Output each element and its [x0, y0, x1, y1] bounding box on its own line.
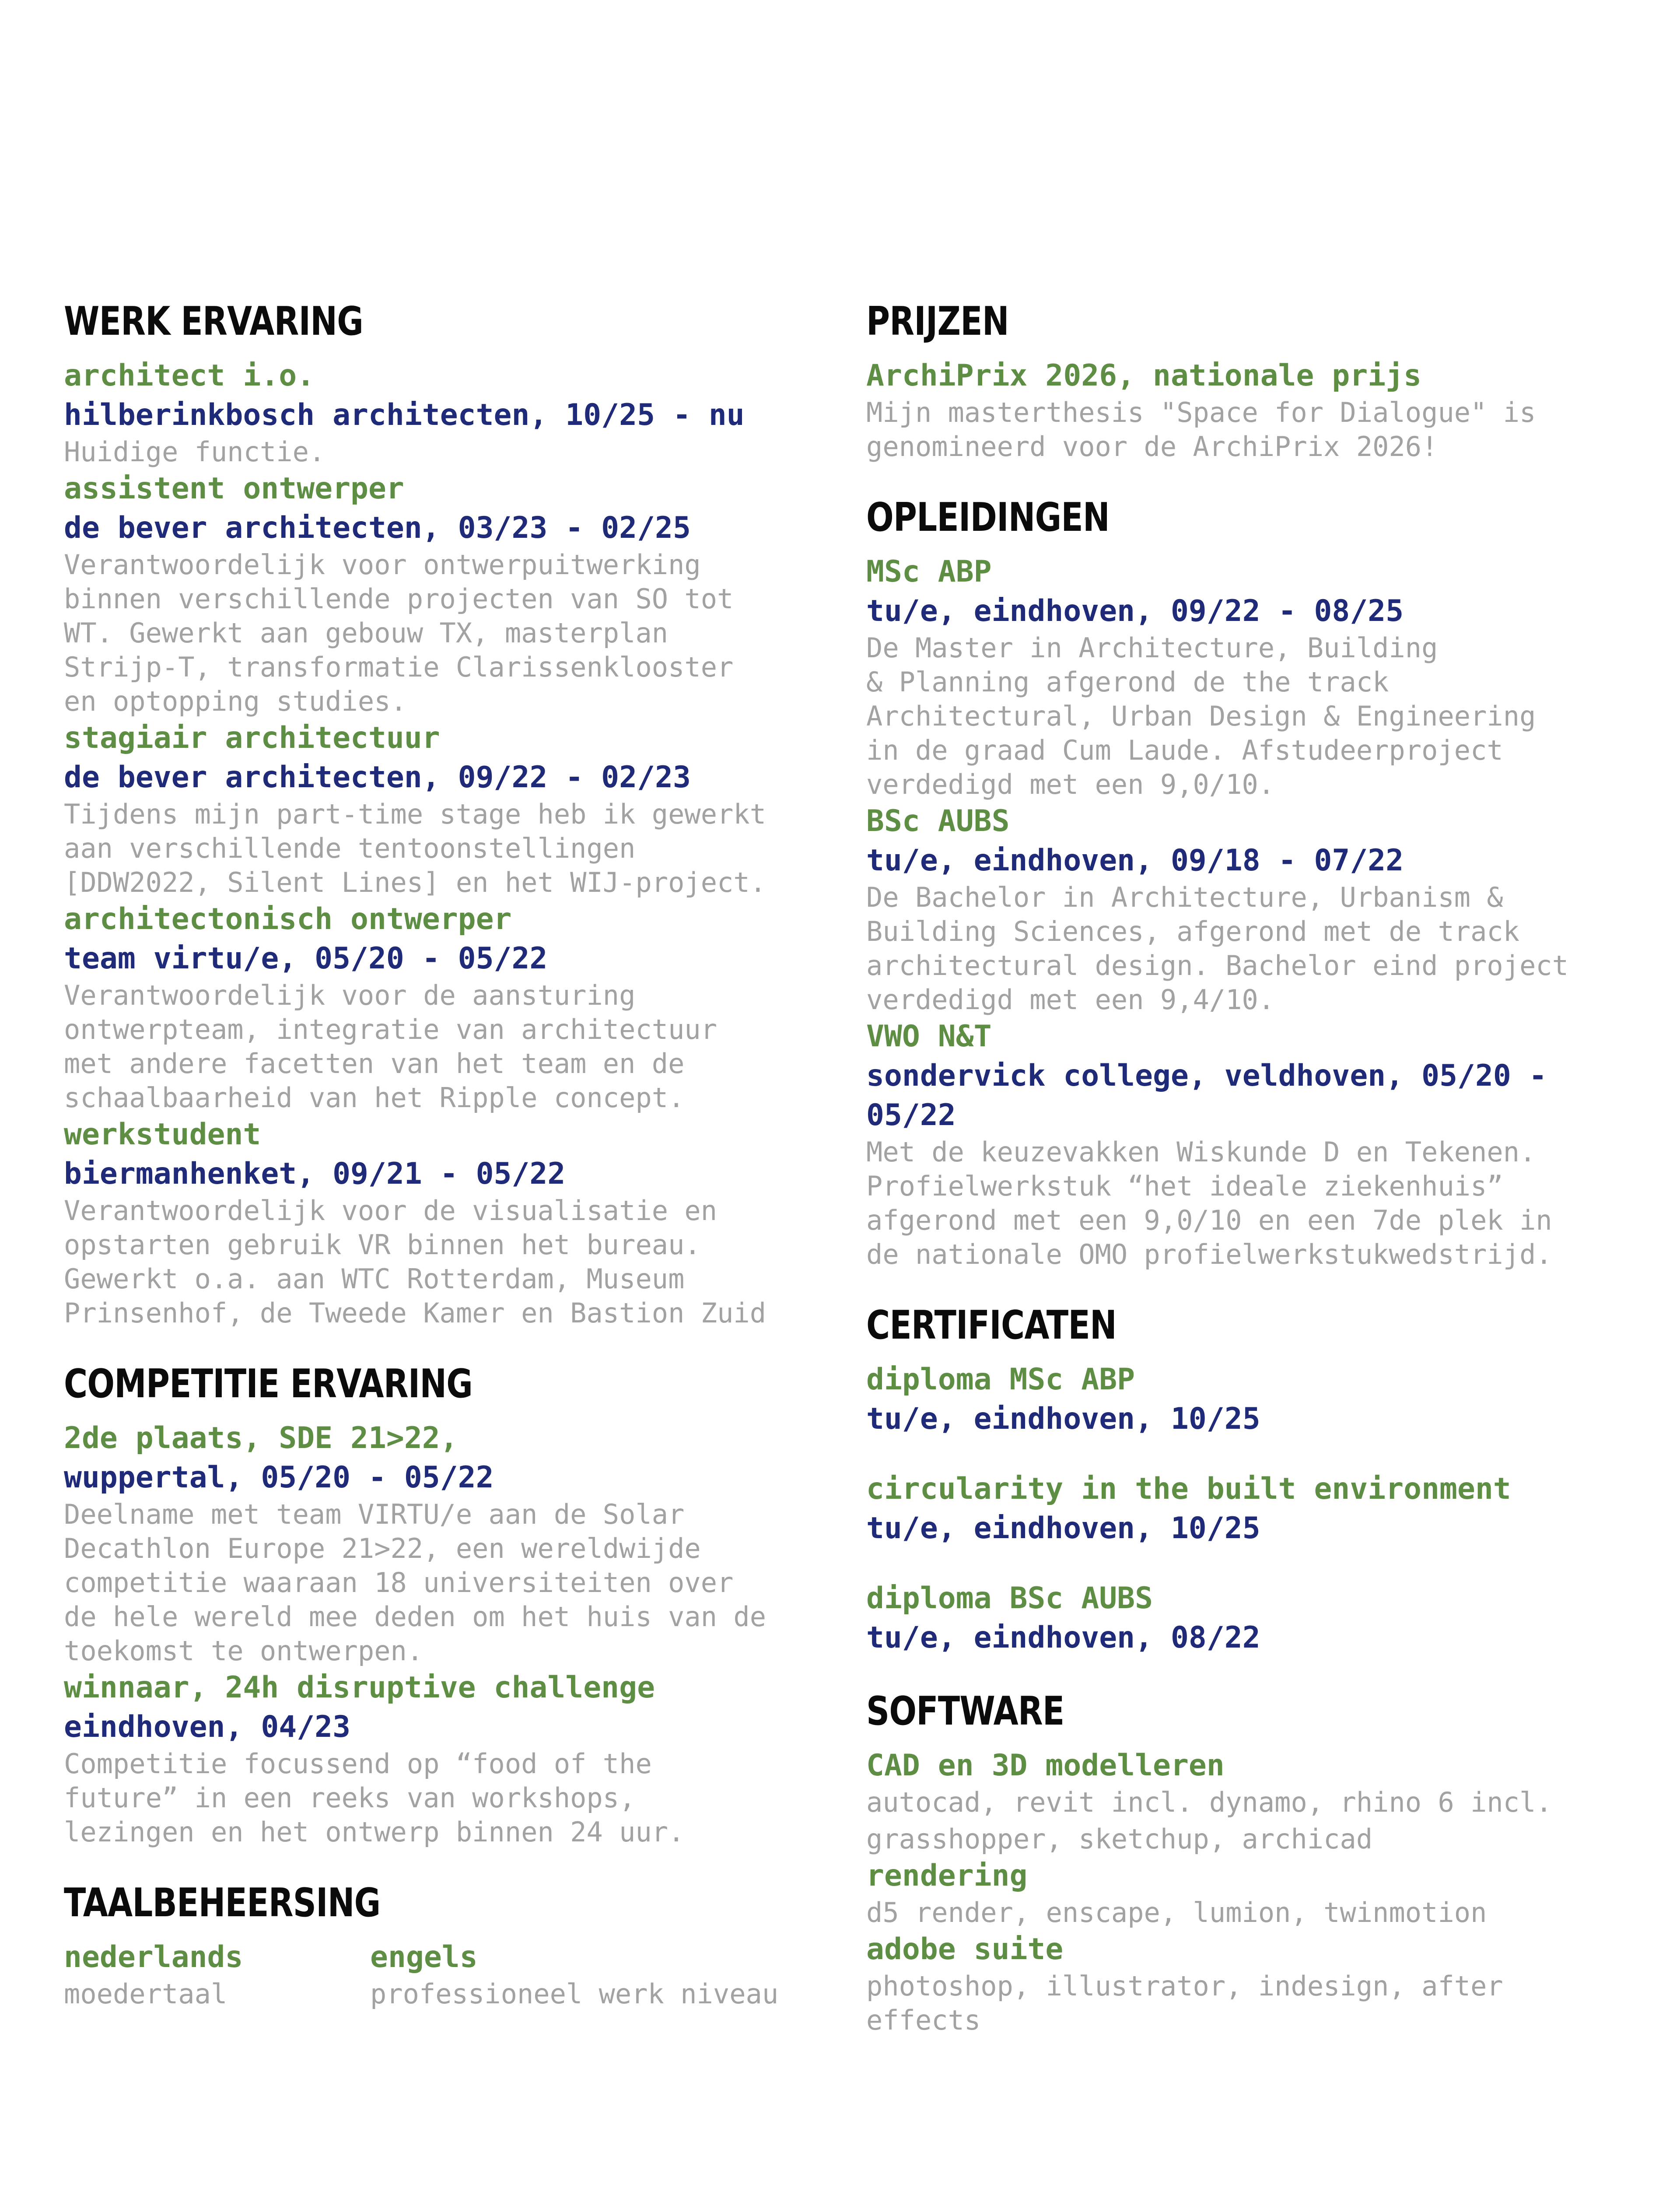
entry-org: tu/e, eindhoven, 09/18 - 07/22 — [866, 843, 1404, 878]
entry-desc-line: architectural design. Bachelor eind project — [866, 950, 1569, 982]
section-werk-ervaring — [64, 298, 834, 1330]
entry-desc-line: schaalbaarheid van het Ripple concept. — [64, 1082, 685, 1114]
entry — [866, 1579, 1619, 1658]
entry-desc-line: Verantwoordelijk voor ontwerpuitwerking — [64, 549, 701, 581]
entry-org: de bever architecten, 09/22 - 02/23 — [64, 760, 691, 795]
entry-org: biermanhenket, 09/21 - 05/22 — [64, 1157, 566, 1191]
section-competitie-ervaring — [64, 1361, 834, 1849]
entry-desc-line: Deelname met team VIRTU/e aan de Solar — [64, 1498, 685, 1530]
section-taalbeheersing — [64, 1880, 834, 2011]
language-name: engels — [370, 1940, 478, 1974]
section-heading: WERK ERVARING — [64, 298, 363, 344]
section-opleidingen — [866, 494, 1619, 1272]
entry-desc-line: [DDW2022, Silent Lines] en het WIJ-project. — [64, 866, 766, 898]
entry-desc-line: toekomst te ontwerpen. — [64, 1635, 424, 1667]
entry — [866, 1930, 1619, 2037]
entry-role: VWO N&T — [866, 1019, 992, 1054]
entry — [64, 1115, 834, 1330]
entry — [866, 1746, 1619, 1856]
section-heading: CERTIFICATEN — [866, 1302, 1116, 1348]
entry — [64, 900, 834, 1115]
right-column — [866, 298, 1619, 2037]
entry-role: werkstudent — [64, 1117, 261, 1152]
entry — [64, 1419, 834, 1668]
entry-org: tu/e, eindhoven, 10/25 — [866, 1511, 1260, 1546]
entry-desc-line: de hele wereld mee deden om het huis van de — [64, 1601, 766, 1633]
entry-role: adobe suite — [866, 1932, 1064, 1967]
entry-role: rendering — [866, 1858, 1028, 1893]
entry-desc-line: Competitie focussend op “food of the — [64, 1748, 652, 1780]
language-name: nederlands — [64, 1940, 243, 1974]
entry — [64, 469, 834, 719]
entry — [866, 1360, 1619, 1439]
entry — [866, 356, 1619, 464]
entry — [866, 802, 1619, 1017]
entry-desc-line: Huidige functie. — [64, 436, 326, 468]
entry — [866, 1856, 1619, 1930]
entry-role: BSc AUBS — [866, 804, 1010, 838]
entry-role: 2de plaats, SDE 21>22, — [64, 1421, 458, 1455]
entry-desc-line: WT. Gewerkt aan gebouw TX, masterplan — [64, 617, 668, 649]
entry-org: eindhoven, 04/23 — [64, 1710, 351, 1744]
entry-desc-line: d5 render, enscape, lumion, twinmotion — [866, 1897, 1487, 1929]
entry-desc-line: genomineerd voor de ArchiPrix 2026! — [866, 431, 1438, 463]
spacer — [866, 1439, 1619, 1469]
entry-desc-line: Architectural, Urban Design & Engineering — [866, 700, 1536, 732]
entry-org: sondervick college, veldhoven, 05/20 - 05/22 — [866, 1059, 1547, 1133]
entry-desc-line: photoshop, illustrator, indesign, after — [866, 1970, 1503, 2002]
entry-desc-line: future” in een reeks van workshops, — [64, 1782, 636, 1814]
entry-org: de bever architecten, 03/23 - 02/25 — [64, 511, 691, 545]
section-heading: COMPETITIE ERVARING — [64, 1361, 473, 1407]
entry-desc-line: effects — [866, 2004, 981, 2036]
section-heading: SOFTWARE — [866, 1688, 1064, 1734]
entry-desc-line: Building Sciences, afgerond met de track — [866, 915, 1520, 947]
entry — [64, 719, 834, 900]
entry-role: assistent ontwerper — [64, 471, 404, 506]
entry — [64, 1668, 834, 1849]
language-list — [64, 1938, 834, 2011]
entry — [866, 1469, 1619, 1548]
left-column — [64, 298, 834, 2011]
section-heading: TAALBEHEERSING — [64, 1880, 381, 1926]
entry-desc-line: aan verschillende tentoonstellingen — [64, 832, 636, 864]
entry-desc-line: Mijn masterthesis "Space for Dialogue" is — [866, 396, 1536, 428]
entry-org: hilberinkbosch architecten, 10/25 - nu — [64, 398, 745, 432]
entry-desc-line: en optopping studies. — [64, 685, 407, 717]
entry-desc-line: Verantwoordelijk voor de visualisatie en — [64, 1195, 718, 1227]
entry-role: stagiair architectuur — [64, 721, 440, 755]
spacer — [866, 1548, 1619, 1579]
language-level: moedertaal — [64, 1978, 228, 2010]
entry-desc-line: Tijdens mijn part-time stage heb ik gewerkt — [64, 798, 766, 830]
entry-role: architectonisch ontwerper — [64, 902, 512, 936]
entry-role: diploma MSc ABP — [866, 1362, 1135, 1397]
entry-desc-line: Prinsenhof, de Tweede Kamer en Bastion Zuid — [64, 1297, 766, 1329]
entry-desc-line: verdedigd met een 9,4/10. — [866, 984, 1275, 1016]
entry-desc-line: in de graad Cum Laude. Afstudeerproject — [866, 734, 1503, 766]
entry-desc-line: opstarten gebruik VR binnen het bureau. — [64, 1229, 701, 1261]
entry-desc-line: Gewerkt o.a. aan WTC Rotterdam, Museum — [64, 1263, 685, 1295]
entry-role: architect i.o. — [64, 358, 315, 393]
entry-role: winnaar, 24h disruptive challenge — [64, 1670, 655, 1705]
language-item — [370, 1938, 834, 2011]
entry-desc-line: lezingen en het ontwerp binnen 24 uur. — [64, 1816, 685, 1848]
entry-role: MSc ABP — [866, 554, 992, 589]
entry — [866, 552, 1619, 802]
section-heading: OPLEIDINGEN — [866, 494, 1110, 540]
entry — [64, 356, 834, 469]
entry-org: wuppertal, 05/20 - 05/22 — [64, 1460, 494, 1495]
entry-role: circularity in the built environment — [866, 1472, 1511, 1506]
entry-role: ArchiPrix 2026, nationale prijs — [866, 358, 1422, 393]
entry-desc-line: Strijp-T, transformatie Clarissenklooster — [64, 651, 734, 683]
entry-org: tu/e, eindhoven, 10/25 — [866, 1402, 1260, 1436]
entry-desc-line: binnen verschillende projecten van SO tot — [64, 583, 734, 615]
entry-desc-line: met andere facetten van het team en de — [64, 1048, 685, 1080]
section-certificaten — [866, 1302, 1619, 1658]
entry-desc-line: de nationale OMO profielwerkstukwedstrijd. — [866, 1238, 1552, 1270]
section-software — [866, 1688, 1619, 2037]
language-item — [64, 1938, 370, 2011]
entry-desc-line: ontwerpteam, integratie van architectuur — [64, 1013, 718, 1045]
entry — [866, 1017, 1619, 1272]
entry-desc-line: De Master in Architecture, Building — [866, 632, 1438, 664]
entry-org: tu/e, eindhoven, 08/22 — [866, 1620, 1260, 1655]
entry-org: team virtu/e, 05/20 - 05/22 — [64, 941, 548, 976]
entry-desc-line: Profielwerkstuk “het ideale ziekenhuis” — [866, 1170, 1503, 1202]
entry-desc-line: & Planning afgerond de the track — [866, 666, 1389, 698]
section-prijzen — [866, 298, 1619, 464]
entry-desc-line: grasshopper, sketchup, archicad — [866, 1823, 1373, 1855]
entry-desc-line: afgerond met een 9,0/10 en een 7de plek in — [866, 1204, 1552, 1236]
section-heading: PRIJZEN — [866, 298, 1009, 344]
entry-org: tu/e, eindhoven, 09/22 - 08/25 — [866, 594, 1404, 628]
entry-desc-line: Decathlon Europe 21>22, een wereldwijde — [64, 1532, 701, 1564]
language-level: professioneel werk niveau — [370, 1978, 779, 2010]
entry-desc-line: verdedigd met een 9,0/10. — [866, 768, 1275, 800]
entry-desc-line: autocad, revit incl. dynamo, rhino 6 incl. — [866, 1786, 1552, 1818]
entry-desc-line: Met de keuzevakken Wiskunde D en Tekenen. — [866, 1136, 1536, 1168]
entry-desc-line: Verantwoordelijk voor de aansturing — [64, 979, 636, 1011]
entry-desc-line: De Bachelor in Architecture, Urbanism & — [866, 881, 1503, 913]
entry-desc-line: competitie waaraan 18 universiteiten over — [64, 1567, 734, 1599]
entry-role: diploma BSc AUBS — [866, 1581, 1153, 1616]
entry-role: CAD en 3D modelleren — [866, 1748, 1225, 1783]
